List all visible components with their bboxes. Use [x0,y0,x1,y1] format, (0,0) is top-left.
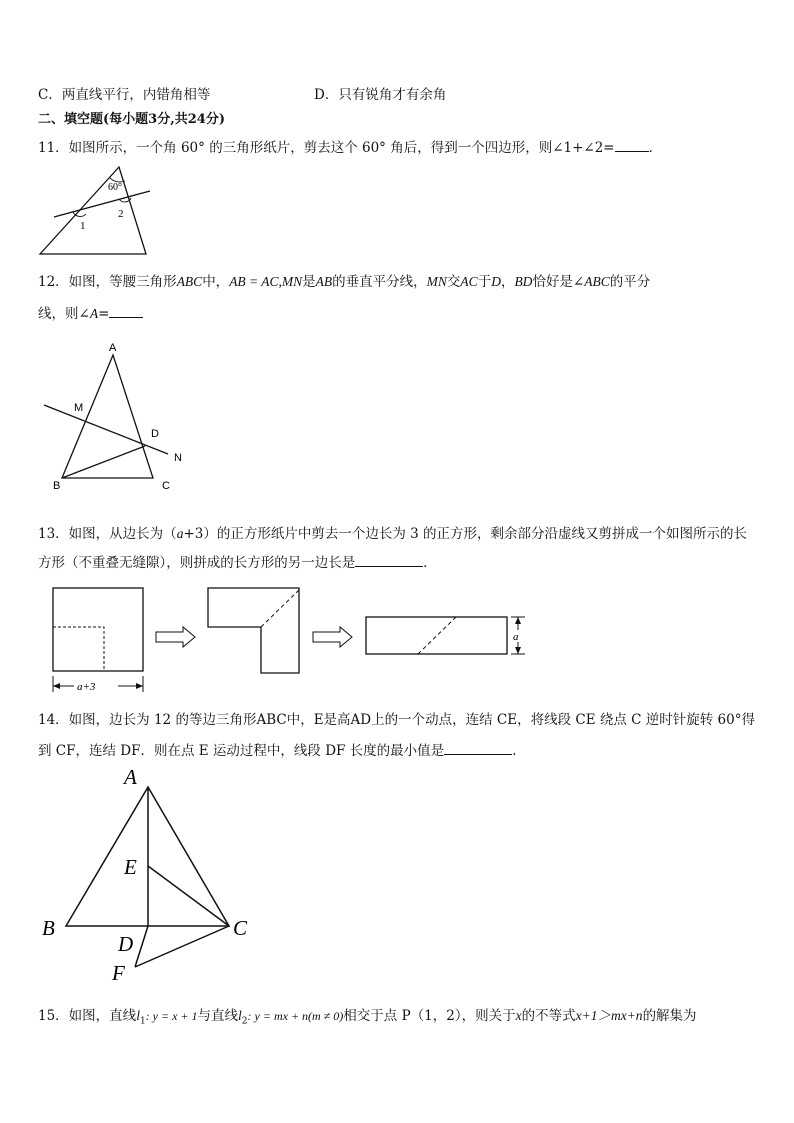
q12-label-n: N [174,452,182,464]
q12-abc: ABC [176,274,203,289]
q12-a: A [89,306,99,321]
q11-label-60: 60° [108,182,122,193]
q15-eq1: : y = x + 1 [145,1009,198,1023]
q15-text-a: 15．如图，直线 [38,1008,137,1024]
q13-text-a: 13．如图，从边长为（ [38,526,177,542]
q12-label-d: D [151,428,159,440]
q13-a: a [176,526,184,541]
q12-label-c: C [162,480,170,492]
section-title: 二、填空题(每小题3分,共24分) [38,112,225,127]
option-c: C．两直线平行，内错角相等 [38,87,211,103]
q12-label-b: B [53,480,61,492]
q15-text-d: 的不等式 [521,1008,576,1024]
q12-text-e: 交 [446,274,461,290]
q12-text-c: 是 [302,274,316,290]
q12-text-b: 中， [202,274,230,290]
q14-label-d: D [118,932,134,956]
q14-segment-cf [135,926,229,967]
q11-label-2: 2 [118,208,124,220]
q14-label-c: C [233,916,248,940]
q13-end: ． [423,555,437,571]
q12-abc2: ABC [584,274,610,289]
q11-text: 11．如图所示，一个角 60° 的三角形纸片，剪去这个 60° 角后，得到一个四边形，则∠1+∠2= [38,140,615,156]
q12-bd: BD [514,274,533,289]
q12-text-g: ， [500,274,515,290]
q12-text-f: 于 [477,274,492,290]
q12-ab: AB [315,274,333,289]
q11-label-1: 1 [80,220,86,232]
q15-text-c: 相交于点 P（1，2），则关于 [343,1008,516,1024]
q14-segment-ec [148,866,229,926]
q13-dim-label: a+3 [77,681,96,693]
q15-l2: l [238,1008,242,1023]
q14-label-b: B [42,916,55,940]
q12-text-h: 恰好是∠ [532,274,585,290]
q12-ac: AC [460,274,478,289]
q12-label-a: A [109,342,117,354]
q14-segment-df [135,926,148,967]
q13-text-b: +3）的正方形纸片中剪去一个边长为 3 的正方形，剩余部分沿虚线又剪拼成一个如图所示的长 [183,526,748,542]
q12-text-i: 的平分 [609,274,651,290]
q12-mn: MN [426,274,447,289]
q12-text-a: 12．如图，等腰三角形 [38,274,177,290]
q14-end: ． [512,743,526,759]
q12-eq: AB = AC,MN [229,274,303,289]
q15-l1: l [136,1008,140,1023]
q15-text-b: 与直线 [197,1008,239,1024]
q12-label-m: M [74,402,84,414]
q15-text-e: 的解集为 [642,1008,697,1024]
option-d: D．只有锐角才有余角 [314,87,447,103]
q12-text-j: 线，则∠ [38,306,90,322]
q12-text-d: 的垂直平分线， [332,274,427,290]
q11-end: ． [648,140,663,156]
q13-text-c: 方形（不重叠无缝隙），则拼成的长方形的另一边长是 [38,555,356,571]
q13-a-label: a [513,631,519,643]
q12-d: D [491,274,501,289]
q14-label-e: E [124,855,137,879]
q14-text-a: 到 CF，连结 DF．则在点 E 运动过程中，线段 DF 长度的最小值是 [38,743,445,759]
q15-sub1: 1 [139,1016,146,1027]
q15-eq2: : y = mx + n(m ≠ 0) [247,1009,344,1023]
q14-label-f: F [112,961,125,985]
question-14-line1: 14．如图，边长为 12 的等边三角形ABC中，E是高AD上的一个动点，连结 CE，将线段 CE 绕点 C 逆时针旋转 60°得 [38,712,755,728]
q15-sub2: 2 [241,1016,248,1027]
q14-label-a: A [124,765,137,789]
q12-text-k: = [98,306,110,322]
q15-x: x [515,1008,522,1023]
question-15 [38,1004,697,1027]
q15-ineq: x+1＞mx+n [575,1008,643,1023]
